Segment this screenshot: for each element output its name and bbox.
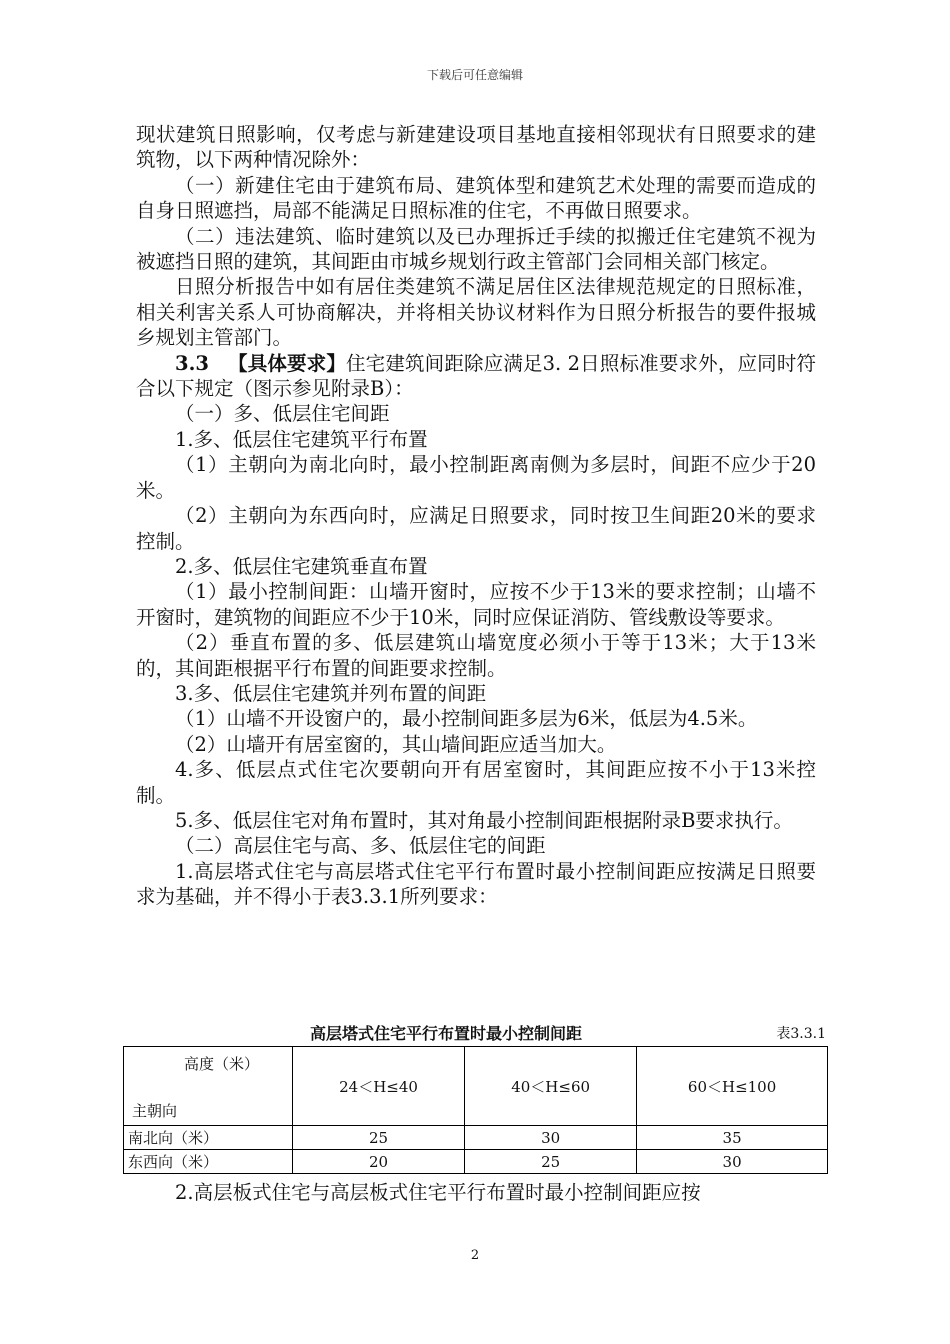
table-cell: 30 bbox=[465, 1126, 637, 1150]
list-item: （1）主朝向为南北向时，最小控制距离南侧为多层时，间距不应少于20米。 bbox=[136, 453, 816, 502]
section-3-3 bbox=[136, 351, 816, 402]
list-item: （2）山墙开有居室窗的，其山墙间距应适当加大。 bbox=[175, 732, 617, 756]
row-label: 东西向（米） bbox=[124, 1150, 293, 1174]
table-title: 高层塔式住宅平行布置时最小控制间距 bbox=[309, 1024, 582, 1043]
corner-bottom-label: 主朝向 bbox=[132, 1102, 178, 1120]
column-header: 60＜H≤100 bbox=[637, 1047, 828, 1126]
list-item: 2.多、低层住宅建筑垂直布置 bbox=[175, 554, 428, 578]
list-item: （一）多、低层住宅间距 bbox=[175, 402, 390, 426]
table-caption bbox=[136, 1021, 826, 1045]
list-item: 1.多、低层住宅建筑平行布置 bbox=[175, 427, 428, 451]
body-text bbox=[136, 122, 816, 910]
table-corner-cell bbox=[124, 1047, 293, 1126]
table-cell: 25 bbox=[293, 1126, 465, 1150]
column-header: 40＜H≤60 bbox=[465, 1047, 637, 1126]
paragraph: （二）违法建筑、临时建筑以及已办理拆迁手续的拟搬迁住宅建筑不视为被遮挡日照的建筑，其间距由市城乡规划行政主管部门会同相关部门核定。 bbox=[136, 224, 816, 274]
list-item: 5.多、低层住宅对角布置时，其对角最小控制间距根据附录B要求执行。 bbox=[175, 808, 793, 832]
after-table-text bbox=[136, 1180, 816, 1205]
page-number: 2 bbox=[470, 1248, 480, 1263]
paragraph: （一）新建住宅由于建筑布局、建筑体型和建筑艺术处理的需要而造成的自身日照遮挡，局部不能满足日照标准的住宅，不再做日照要求。 bbox=[136, 173, 816, 223]
paragraph: 现状建筑日照影响，仅考虑与新建建设项目基地直接相邻现状有日照要求的建筑物，以下两种情况除外： bbox=[136, 123, 816, 172]
list-item: （二）高层住宅与高、多、低层住宅的间距 bbox=[175, 834, 546, 858]
spacing-table bbox=[123, 1046, 828, 1174]
row-label: 南北向（米） bbox=[124, 1126, 293, 1150]
table-cell: 30 bbox=[637, 1150, 828, 1174]
table-row bbox=[124, 1150, 828, 1174]
table-cell: 25 bbox=[465, 1150, 637, 1174]
table-cell: 20 bbox=[293, 1150, 465, 1174]
list-item: （2）垂直布置的多、低层建筑山墙宽度必须小于等于13米；大于13米的，其间距根据平行布置的间距要求控制。 bbox=[136, 631, 816, 680]
column-header: 24＜H≤40 bbox=[293, 1047, 465, 1126]
paragraph: 日照分析报告中如有居住类建筑不满足居住区法律规范规定的日照标准，相关利害关系人可协商解决，并将相关协议材料作为日照分析报告的要件报城乡规划主管部门。 bbox=[136, 275, 816, 350]
section-heading: 【具体要求】 bbox=[228, 351, 347, 375]
list-item: （1）山墙不开设窗户的，最小控制间距多层为6米，低层为4.5米。 bbox=[175, 707, 758, 731]
table-cell: 35 bbox=[637, 1126, 828, 1150]
list-item: （1）最小控制间距：山墙开窗时，应按不少于13米的要求控制；山墙不开窗时，建筑物的间距应不少于10米，同时应保证消防、管线敷设等要求。 bbox=[136, 580, 816, 629]
table-row bbox=[124, 1126, 828, 1150]
list-item: 3.多、低层住宅建筑并列布置的间距 bbox=[175, 681, 487, 705]
list-item: （2）主朝向为东西向时，应满足日照要求，同时按卫生间距20米的要求控制。 bbox=[136, 504, 816, 553]
page-header: 下载后可任意编辑 bbox=[426, 68, 523, 82]
paragraph: 2.高层板式住宅与高层板式住宅平行布置时最小控制间距应按 bbox=[175, 1181, 701, 1204]
list-item: 4.多、低层点式住宅次要朝向开有居室窗时，其间距应按不小于13米控制。 bbox=[136, 758, 816, 807]
table-header-row bbox=[124, 1047, 828, 1126]
section-text: 住宅建筑间距除应满足3. 2日照标准要求外，应同时符合以下规定（图示参见附录B）： bbox=[136, 351, 816, 401]
section-number: 3.3 bbox=[175, 351, 209, 375]
table-number: 表3.3.1 bbox=[776, 1026, 826, 1042]
corner-top-label: 高度（米） bbox=[184, 1055, 260, 1073]
list-item: 1.高层塔式住宅与高层塔式住宅平行布置时最小控制间距应按满足日照要求为基础，并不得小于表3.3.1所列要求： bbox=[136, 859, 816, 909]
